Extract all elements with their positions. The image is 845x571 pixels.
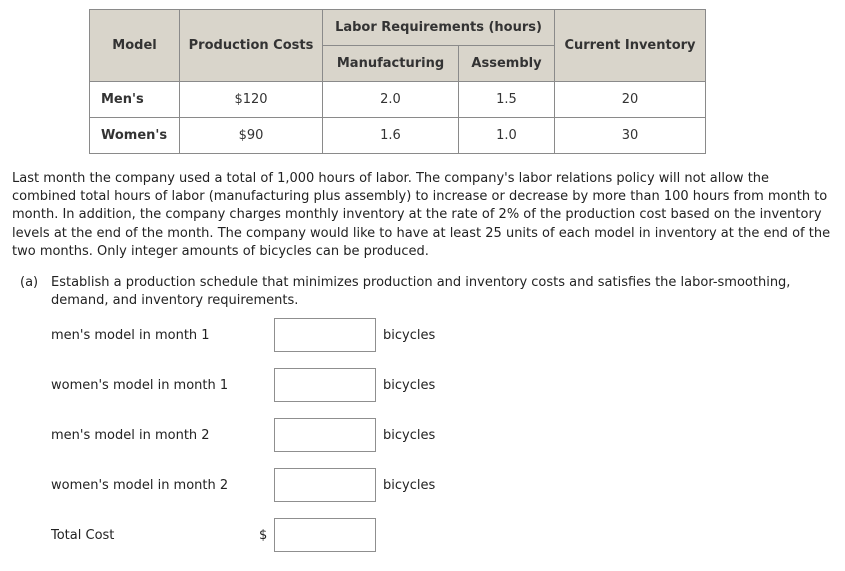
header-assembly: Assembly — [459, 46, 555, 82]
row-cost: $90 — [180, 118, 323, 154]
part-a-tag: (a) — [20, 275, 39, 290]
women-month-2-input[interactable] — [274, 468, 376, 502]
row-manufacturing: 1.6 — [323, 118, 459, 154]
answer-unit: bicycles — [383, 378, 436, 393]
answer-label: men's model in month 1 — [51, 328, 210, 343]
header-model: Model — [90, 10, 180, 82]
answer-row-men-month-2 — [0, 418, 845, 454]
answer-label: women's model in month 1 — [51, 378, 229, 393]
men-month-1-input[interactable] — [274, 318, 376, 352]
answer-unit: bicycles — [383, 428, 436, 443]
women-month-1-input[interactable] — [274, 368, 376, 402]
header-production-costs: Production Costs — [180, 10, 323, 82]
row-inventory: 30 — [555, 118, 706, 154]
men-month-2-input[interactable] — [274, 418, 376, 452]
total-cost-label: Total Cost — [51, 528, 115, 543]
answer-label: men's model in month 2 — [51, 428, 210, 443]
table-row — [90, 118, 706, 154]
row-model: Men's — [90, 82, 180, 118]
answer-row-total-cost — [0, 518, 845, 554]
row-assembly: 1.5 — [459, 82, 555, 118]
labor-requirements-table — [89, 9, 706, 154]
row-inventory: 20 — [555, 82, 706, 118]
header-current-inventory: Current Inventory — [555, 10, 706, 82]
row-cost: $120 — [180, 82, 323, 118]
question-part-a — [20, 274, 830, 310]
answer-unit: bicycles — [383, 478, 436, 493]
answer-unit: bicycles — [383, 328, 436, 343]
answer-row-men-month-1 — [0, 318, 845, 354]
part-a-text: Establish a production schedule that minimizes production and inventory costs and satisfies the labor-smoothing, demand, and inventory requirements. — [51, 275, 791, 309]
answer-row-women-month-1 — [0, 368, 845, 404]
answer-row-women-month-2 — [0, 468, 845, 504]
row-assembly: 1.0 — [459, 118, 555, 154]
header-manufacturing: Manufacturing — [323, 46, 459, 82]
total-cost-input[interactable] — [274, 518, 376, 552]
row-manufacturing: 2.0 — [323, 82, 459, 118]
row-model: Women's — [90, 118, 180, 154]
answer-label: women's model in month 2 — [51, 478, 229, 493]
header-labor-requirements: Labor Requirements (hours) — [323, 10, 555, 46]
currency-symbol: $ — [259, 528, 268, 543]
table-row — [90, 82, 706, 118]
problem-paragraph: Last month the company used a total of 1,000 hours of labor. The company's labor relations policy will not allow the combined total hours of labor (manufacturing plus assembly) to increase or decrease by more than 100 hours from month to month. In addition, the company charges monthly inventory at the rate of 2% of the production cost based on the inventory levels at the end of the month. The company would like to have at least 25 units of each model in inventory at the end of the two months. Only integer amounts of bicycles can be produced. — [12, 171, 831, 259]
